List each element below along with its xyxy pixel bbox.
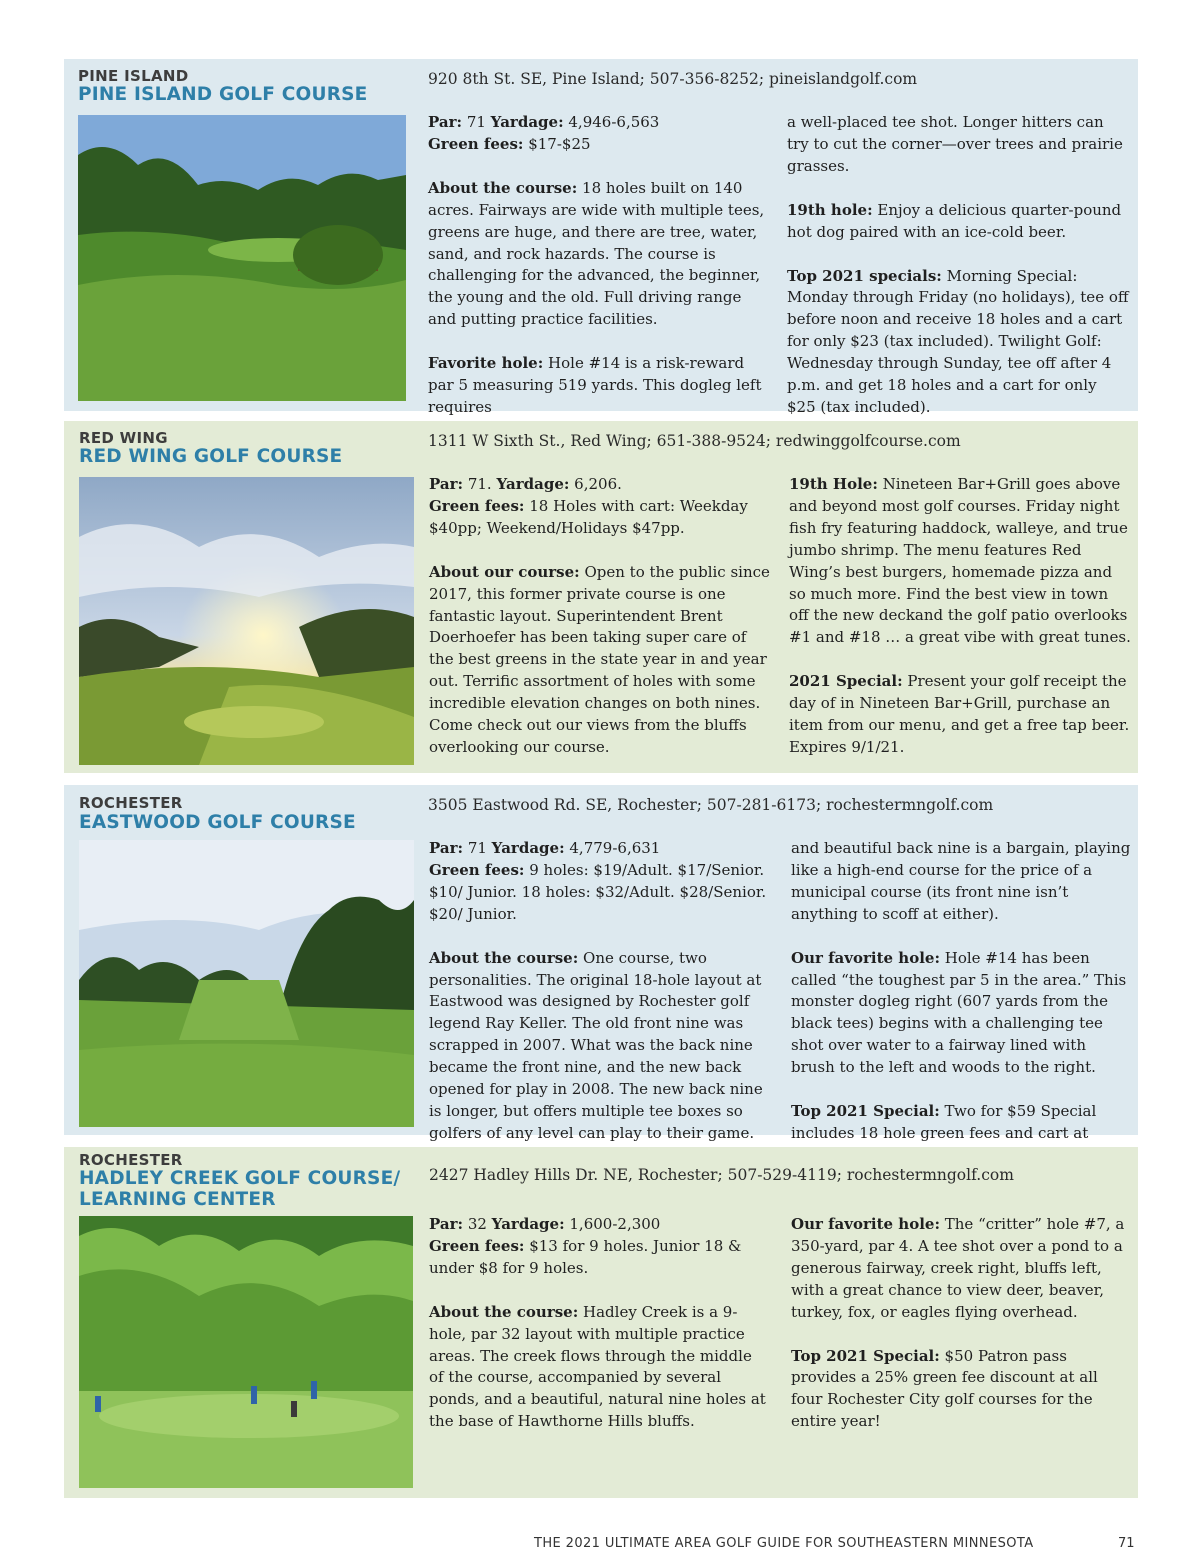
green-fees-label: Green fees: — [429, 1236, 525, 1255]
info-column-right — [789, 474, 1131, 781]
par-label: Par: — [429, 475, 464, 493]
favorite-hole-text: The “critter” hole #7, a 350-yard, par 4. A tee shot over a pond to a generous fairway, creek right, bluffs left, with a great chance to view deer, beaver, turkey, fox, or eagles flying overhead. — [791, 1215, 1125, 1321]
continued-text: and beautiful back nine is a bargain, playing like a high-end course for the price of a municipal course (its front nine isn’t anything to scoff at either). — [791, 839, 1131, 923]
yardage-value: 4,779-6,631 — [564, 839, 661, 857]
19th-hole-label: 19th Hole: — [789, 475, 878, 493]
course-title: RED WING GOLF COURSE — [79, 446, 343, 467]
par-label: Par: — [429, 1215, 464, 1233]
yardage-label: Yardage: — [491, 839, 565, 857]
city-label: ROCHESTER — [79, 1151, 183, 1169]
favorite-hole-label: Our favorite hole: — [791, 1215, 940, 1233]
about-text: One course, two personalities. The original 18-hole layout at Eastwood was designed by Rochester golf legend Ray Keller. The old front nine was scrapped in 2007. What was the back nine became the front nine, and the new back opened for play in 2008. The new back nine is longer, but offers multiple tee boxes so golfers of any level can play to their game. — [429, 948, 763, 1142]
course-title: EASTWOOD GOLF COURSE — [79, 812, 356, 833]
info-column-left — [429, 1214, 771, 1455]
course-photo — [79, 1216, 413, 1488]
19th-hole-text: Enjoy a delicious quarter-pound hot dog paired with an ice-cold beer. — [787, 200, 1122, 241]
green-fees-value: 18 Holes with cart: Weekday $40pp; Weekend/Holidays $47pp. — [429, 496, 748, 537]
info-column-left — [429, 838, 771, 1189]
specials-label: Top 2021 specials: — [787, 266, 942, 285]
yardage-value: 4,946-6,563 — [563, 113, 660, 131]
yardage-label: Yardage: — [491, 1215, 565, 1233]
info-column-right — [791, 838, 1133, 1189]
city-label: RED WING — [79, 429, 168, 447]
green-fees-label: Green fees: — [429, 496, 525, 515]
specials-label: 2021 Special: — [789, 672, 903, 691]
course-title — [79, 1168, 400, 1210]
favorite-hole-label: Our favorite hole: — [791, 948, 940, 967]
green-fees-value: $13 for 9 holes. Junior 18 & under $8 for 9 holes. — [429, 1236, 742, 1277]
19th-hole-text: Nineteen Bar+Grill goes above and beyond most golf courses. Friday night fish fry featuring haddock, walleye, and true jumbo shrimp. The menu features Red Wing’s best burgers, homemade pizza and so much more. Find the best view in town off the new deckand the golf patio overlooks #1 and #18 … a great vibe with great tunes. — [789, 475, 1131, 647]
specials-text: Two for $59 Special includes 18 hole green fees and cart at — [791, 1102, 1097, 1142]
specials-text: $50 Patron pass provides a 25% green fee discount at all four Rochester City golf courses for the entire year! — [791, 1346, 1098, 1431]
yardage-label: Yardage: — [496, 475, 570, 493]
par-value: 71 — [463, 839, 492, 857]
course-photo — [78, 115, 406, 401]
yardage-label: Yardage: — [490, 113, 564, 131]
about-text: Open to the public since 2017, this former private course is one fantastic layout. Superintendent Brent Doerhoefer has been taking super care of the best greens in the state year in and year out. Terrific assortment of holes with some incredible elevation changes on both nines. Come check out our views from the bluffs overlooking our course. — [429, 562, 770, 756]
favorite-hole-text: Hole #14 has been called “the toughest par 5 in the area.” This monster dogleg right (607 yards from the black tees) begins with a challenging tee shot over water to a fairway lined with brush to the left and woods to the right. — [791, 948, 1127, 1077]
specials-text: Present your golf receipt the day of in Nineteen Bar+Grill, purchase an item from our menu, and get a free tap beer. Expires 9/1/21. — [789, 672, 1130, 756]
course-address: 920 8th St. SE, Pine Island; 507-356-8252; pineislandgolf.com — [428, 70, 918, 88]
footer-guide-title: THE 2021 ULTIMATE AREA GOLF GUIDE FOR SOUTHEASTERN MINNESOTA — [534, 1536, 1034, 1551]
course-address: 1311 W Sixth St., Red Wing; 651-388-9524; redwinggolfcourse.com — [428, 432, 961, 450]
course-section-eastwood — [64, 785, 1138, 1142]
about-label: About the course: — [429, 948, 579, 967]
favorite-hole-label: Favorite hole: — [428, 354, 544, 373]
city-label: ROCHESTER — [79, 794, 183, 812]
info-column-right — [787, 112, 1129, 441]
favorite-hole-text: Hole #14 is a risk-reward par 5 measuring 519 yards. This dogleg left requires — [428, 354, 762, 416]
course-section-pine-island — [64, 59, 1138, 416]
course-title: PINE ISLAND GOLF COURSE — [78, 84, 368, 105]
green-fees-label: Green fees: — [429, 860, 525, 879]
about-label: About the course: — [428, 178, 578, 197]
info-column-right — [791, 1214, 1133, 1455]
19th-hole-label: 19th hole: — [787, 200, 873, 219]
about-label: About our course: — [429, 562, 580, 581]
green-fees-label: Green fees: — [428, 134, 524, 153]
par-label: Par: — [429, 839, 464, 857]
specials-label: Top 2021 Special: — [791, 1346, 940, 1365]
green-fees-value: 9 holes: $19/Adult. $17/Senior. $10/ Junior. 18 holes: $32/Adult. $28/Senior. $20/ Junior. — [429, 860, 767, 923]
specials-label: Top 2021 Special: — [791, 1102, 940, 1121]
page-number: 71 — [1118, 1536, 1135, 1551]
specials-text: Morning Special: Monday through Friday (no holidays), tee off before noon and receive 18 holes and a cart for only $23 (tax included). Twilight Golf: Wednesday through Sunday, tee off after 4 p.m. and get 18 holes and a cart for only $25 (tax included). — [787, 266, 1129, 416]
par-value: 71 — [462, 113, 491, 131]
info-column-left — [428, 112, 770, 441]
about-text: Hadley Creek is a 9-hole, par 32 layout with multiple practice areas. The creek flows through the middle of the course, accompanied by several ponds, and a beautiful, natural nine holes at the base of Hawthorne Hills bluffs. — [429, 1302, 766, 1431]
par-label: Par: — [428, 113, 463, 131]
city-label: PINE ISLAND — [78, 67, 189, 85]
course-title-line-2: LEARNING CENTER — [79, 1189, 276, 1210]
yardage-value: 6,206. — [569, 475, 622, 493]
yardage-value: 1,600-2,300 — [564, 1215, 661, 1233]
about-text: 18 holes built on 140 acres. Fairways are wide with multiple tees, greens are huge, and there are tree, water, sand, and rock hazards. The course is challenging for the advanced, the beginner, the young and the old. Full driving range and putting practice facilities. — [428, 178, 765, 329]
course-photo — [79, 477, 414, 765]
par-value: 32 — [463, 1215, 492, 1233]
par-value: 71. — [463, 475, 497, 493]
course-photo — [79, 840, 414, 1127]
course-title-line-1: HADLEY CREEK GOLF COURSE/ — [79, 1168, 401, 1189]
course-section-red-wing — [64, 421, 1138, 773]
about-label: About the course: — [429, 1302, 579, 1321]
course-address: 2427 Hadley Hills Dr. NE, Rochester; 507-529-4119; rochestermngolf.com — [429, 1166, 1014, 1184]
green-fees-value: $17-$25 — [523, 134, 591, 153]
course-address: 3505 Eastwood Rd. SE, Rochester; 507-281-6173; rochestermngolf.com — [428, 796, 994, 814]
continued-text: a well-placed tee shot. Longer hitters can try to cut the corner—over trees and prairie grasses. — [787, 113, 1123, 175]
info-column-left — [429, 474, 771, 781]
course-section-hadley-creek — [64, 1147, 1138, 1498]
